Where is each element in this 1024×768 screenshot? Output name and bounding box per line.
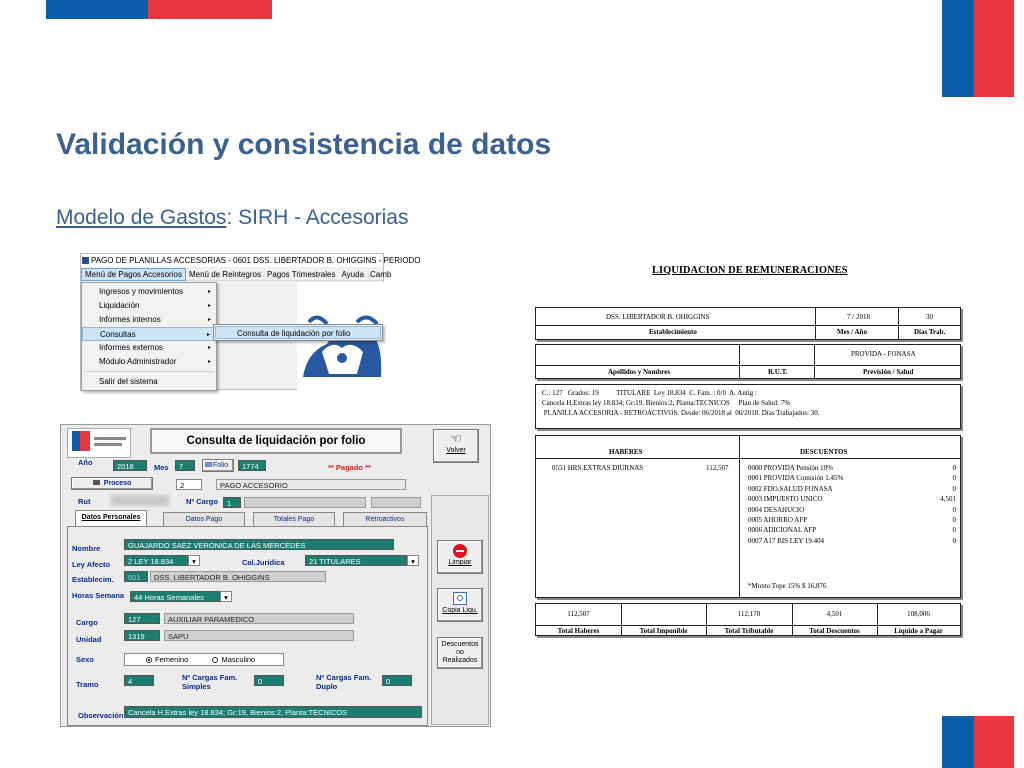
submenu	[213, 324, 383, 341]
tramo-field[interactable]: 4	[124, 675, 154, 686]
tab-2[interactable]: Totales Pago	[253, 512, 335, 526]
menubar-item-0[interactable]: Menú de Pagos Accesorios	[81, 268, 186, 281]
anio-label: Año	[78, 458, 93, 467]
haber-desc: 0551 HRS.EXTRAS DIURNAS	[552, 464, 644, 472]
tab-strip	[67, 512, 428, 526]
slip-prevision: PROVIDA - FONASA	[851, 350, 916, 358]
menubar	[81, 268, 392, 281]
submenu-item-consulta-folio[interactable]: Consulta de liquidación por folio	[215, 326, 381, 339]
slip-h-prevision: Previsión / Salud	[863, 368, 914, 376]
submenu-arrow-icon: ▸	[207, 289, 211, 295]
proceso-num-field[interactable]: 2	[176, 479, 202, 490]
slip-totals-box	[535, 603, 961, 636]
unidad-field: SAPU	[164, 630, 354, 641]
rut-label: Rut	[78, 497, 91, 506]
top-left-blue-bar	[46, 0, 148, 19]
total-label-2: Total Tributable	[724, 627, 774, 635]
print-preview-icon	[453, 592, 467, 605]
proceso-desc-field: PAGO ACCESORIO	[216, 479, 406, 490]
dropdown-item-label: Módulo Administrador	[99, 357, 177, 366]
slide-title: Validación y consistencia de datos	[56, 128, 552, 161]
dropdown-item-1[interactable]	[82, 299, 216, 313]
dropdown-item-4[interactable]	[82, 341, 216, 355]
cargo-num-label: Nº Cargo	[186, 497, 218, 506]
submenu-arrow-icon: ▸	[207, 303, 211, 309]
menubar-item-3[interactable]: Ayuda	[341, 270, 365, 279]
nombre-field[interactable]: GUAJARDO SAEZ VERONICA DE LAS MERCEDES	[124, 539, 394, 550]
volver-label: Volver	[446, 447, 466, 454]
actions-column	[431, 495, 489, 725]
descuento-desc: 0004 DESAHUCIO	[748, 505, 805, 514]
top-right-blue-bar	[942, 0, 974, 97]
dropdown-item-6[interactable]	[82, 375, 216, 389]
cal-dropdown-arrow-icon[interactable]: ▾	[407, 555, 419, 566]
dropdown-item-2[interactable]	[82, 313, 216, 327]
sexo-label: Sexo	[76, 655, 94, 664]
descuento-desc: 0001 PROVIDA Comisión 1.45%	[748, 474, 844, 483]
slide-subtitle	[56, 206, 409, 230]
subtitle-link[interactable]: Modelo de Gastos	[56, 206, 227, 229]
radio-femenino[interactable]	[146, 655, 188, 664]
submenu-arrow-icon: ▸	[206, 332, 210, 338]
radio-masculino-label: Masculino	[221, 655, 256, 664]
obs-label: Observación	[78, 711, 124, 720]
menu-window-title: PAGO DE PLANILLAS ACCESORIAS - 0601 DSS. LIBERTADOR B. OHIGGINS - PERIODO	[91, 256, 421, 265]
descuento-desc: 0007 A17 BIS LEY 19.404	[748, 536, 825, 545]
menu-window-screenshot	[80, 253, 421, 390]
rut-field-blurred	[111, 495, 169, 506]
total-value-0: 112,507	[567, 610, 590, 618]
slip-detail-line: C.: 127 Grados: 19 TITULARE Ley 18.834 C. Fam. : 0/0 A. Antig :	[542, 389, 757, 397]
cal-label: Cal.Jurídica	[242, 558, 285, 567]
slip-h-rut: R.U.T.	[768, 368, 788, 376]
dropdown-item-label: Consultas	[100, 330, 136, 339]
menubar-item-1[interactable]: Menú de Reintegros	[188, 270, 261, 279]
radio-masculino[interactable]	[212, 655, 255, 664]
folio-button[interactable]	[202, 459, 234, 472]
menubar-item-2[interactable]: Pagos Trimestrales	[267, 270, 336, 279]
ley-dropdown-arrow-icon[interactable]: ▾	[188, 555, 200, 566]
descuento-valor: 4,501	[940, 495, 956, 504]
estab-label: Establecim.	[72, 575, 114, 584]
menu-separator	[84, 371, 214, 372]
folder-icon	[205, 462, 212, 467]
mes-field[interactable]: 7	[175, 460, 195, 471]
tab-0[interactable]: Datos Personales	[75, 510, 147, 526]
submenu-arrow-icon: ▸	[207, 359, 211, 365]
total-label-1: Total Imponible	[639, 627, 688, 635]
menu-window-titlebar	[81, 254, 421, 267]
total-label-4: Líquido a Pagar	[894, 627, 943, 635]
tramo-label: Tramo	[76, 680, 99, 689]
slip-h-establecimiento: Establecimiento	[649, 328, 697, 336]
anio-field[interactable]: 2018	[113, 460, 147, 471]
dropdown-item-label: Ingresos y movimientos	[99, 287, 184, 296]
horas-label: Horas Semana	[72, 591, 125, 600]
slip-h-descuentos: DESCUENTOS	[800, 448, 848, 456]
proceso-button[interactable]	[71, 477, 153, 490]
cargas-duplo-label: Nº Cargas Fam. Duplo	[316, 673, 372, 691]
cargo-desc-field	[244, 497, 366, 508]
submenu-arrow-icon: ▸	[207, 345, 211, 351]
cargo-code-field: 127	[124, 613, 160, 624]
dropdown-item-3[interactable]	[82, 327, 216, 341]
descuento-valor: 0	[952, 474, 956, 483]
unidad-label: Unidad	[76, 635, 102, 644]
no-entry-icon	[453, 544, 467, 558]
cargo-num-field[interactable]: 1	[223, 497, 241, 508]
top-left-red-bar	[148, 0, 272, 19]
datos-personales-panel	[67, 526, 428, 726]
hand-pointer-icon: ☜	[450, 431, 462, 446]
top-right-red-bar	[974, 0, 1014, 97]
submenu-arrow-icon: ▸	[207, 317, 211, 323]
status-label: ** Pagado **	[328, 463, 371, 472]
cal-select[interactable]: 21 TITULARES	[305, 555, 407, 566]
slip-title: LIQUIDACION DE REMUNERACIONES	[652, 265, 848, 276]
slip-detail-box	[535, 384, 961, 429]
slip-establishment: DSS. LIBERTADOR B. OHIGGINS	[606, 313, 710, 321]
cargo-field: AUXILIAR PARAMEDICO	[164, 613, 354, 624]
unidad-code-field: 1319	[124, 630, 160, 641]
app-icon	[82, 257, 89, 264]
descuentos-no-realizados-button[interactable]: Descuentos no Realizados	[437, 637, 483, 669]
slip-dias: 30	[926, 313, 933, 321]
haber-valor: 112,507	[706, 464, 729, 472]
estab-field: DSS. LIBERTADOR B. OHIGGINS	[150, 571, 326, 582]
ley-label: Ley Afecto	[72, 560, 111, 569]
radio-femenino-label: Femenino	[155, 655, 189, 664]
slip-detail-line: PLANILLA ACCESORIA - RETROACTIVOS. Desde: 06/2018 al 06/2018. Días Trabajados: 30.	[542, 409, 820, 417]
descuento-valor: 0	[952, 464, 956, 472]
menubar-item-4[interactable]: Camb	[370, 270, 392, 279]
dropdown-item-5[interactable]	[82, 355, 216, 369]
dropdown-item-label: Salir del sistema	[99, 377, 158, 386]
subtitle-rest: : SIRH - Accesorias	[226, 206, 409, 229]
estab-code-field: 601	[124, 571, 148, 582]
slip-h-mes: Mes / Año	[837, 328, 867, 336]
cargas-duplo-field[interactable]: 0	[382, 675, 412, 686]
descuento-desc: 0003 IMPUESTO UNICO	[748, 495, 823, 504]
form-title: Consulta de liquidación por folio	[150, 428, 402, 454]
descuento-desc: 0005 AHORRO AFP	[748, 516, 808, 524]
menu-dropdown	[81, 282, 217, 391]
folio-field[interactable]: 1774	[238, 460, 266, 471]
ministry-logo	[67, 428, 131, 458]
dropdown-item-label: Informes internos	[99, 315, 161, 324]
volver-button[interactable]	[433, 429, 479, 463]
total-label-3: Total Descuentos	[809, 627, 860, 635]
slip-h-haberes: HABERES	[609, 448, 643, 456]
sexo-radio-group	[124, 653, 284, 666]
slip-haberes-descuentos-box	[535, 435, 961, 598]
list-icon	[93, 480, 100, 485]
cargas-simples-label: Nº Cargas Fam. Simples	[182, 673, 238, 691]
total-value-2: 112,170	[737, 610, 761, 618]
limpiar-label: Limpiar	[448, 559, 472, 566]
slip-monto-tope: *Monto Tope 15% $ 16,876	[748, 582, 827, 590]
descuento-desc: 0006 ADICIONAL AFP	[748, 526, 817, 535]
slip-detail-line: Cancela H.Extras ley 18.834; Gr:19, Bienios:2, Planta:TECNICOS Plan de Salud: 7%	[542, 399, 791, 407]
folio-button-label: Folio	[213, 462, 229, 469]
descuento-valor: 0	[952, 516, 956, 524]
ley-select[interactable]: 2 LEY 18.834	[124, 555, 188, 566]
dropdown-item-label: Liquidación	[99, 301, 140, 310]
copia-liqu-label: Copia Liqu.	[442, 607, 478, 614]
total-label-0: Total Haberes	[557, 627, 600, 635]
cargo-label: Cargo	[76, 618, 98, 627]
bottom-right-red-bar	[974, 716, 1014, 768]
descuento-valor: 0	[952, 505, 956, 514]
copia-liqu-button[interactable]	[437, 588, 483, 622]
bottom-right-blue-bar	[942, 716, 974, 768]
total-value-4: 108,006	[907, 610, 930, 618]
total-value-3: 4,501	[826, 610, 843, 618]
slip-establishment-box	[535, 307, 961, 340]
descuento-desc: 0002 FDO.SALUD FONASA	[748, 484, 833, 493]
obs-field[interactable]: Cancela H.Extras ley 18.834; Gr:19, Bienios:2, Planta:TECNICOS	[124, 706, 422, 718]
descuento-valor: 0	[952, 526, 956, 535]
cargas-simples-field[interactable]: 0	[254, 675, 284, 686]
tab-3[interactable]: Retroactivos	[343, 512, 427, 526]
proceso-button-label: Proceso	[103, 480, 132, 487]
slip-h-nombres: Apellidos y Nombres	[608, 368, 671, 376]
mes-label: Mes	[154, 463, 169, 472]
cargo-extra-field	[371, 497, 421, 508]
slip-person-box	[535, 344, 961, 379]
nombre-label: Nombre	[72, 544, 101, 553]
liquidacion-document	[532, 258, 964, 642]
slip-mes-anio: 7 / 2018	[847, 313, 870, 321]
tab-1[interactable]: Datos Pago	[163, 512, 245, 526]
descuento-valor: 0	[952, 484, 956, 493]
horas-select[interactable]: 44 Horas Semanales	[130, 591, 220, 602]
dropdown-item-label: Informes externos	[99, 343, 164, 352]
slip-h-dias: Días Trab.	[914, 328, 946, 336]
descuento-valor: 0	[952, 536, 956, 545]
descuento-desc: 0000 PROVIDA Pensión 10%	[748, 464, 833, 472]
limpiar-button[interactable]	[437, 540, 483, 574]
folio-query-window	[60, 424, 491, 727]
dropdown-item-0[interactable]	[82, 285, 216, 299]
horas-dropdown-arrow-icon[interactable]: ▾	[220, 591, 232, 602]
